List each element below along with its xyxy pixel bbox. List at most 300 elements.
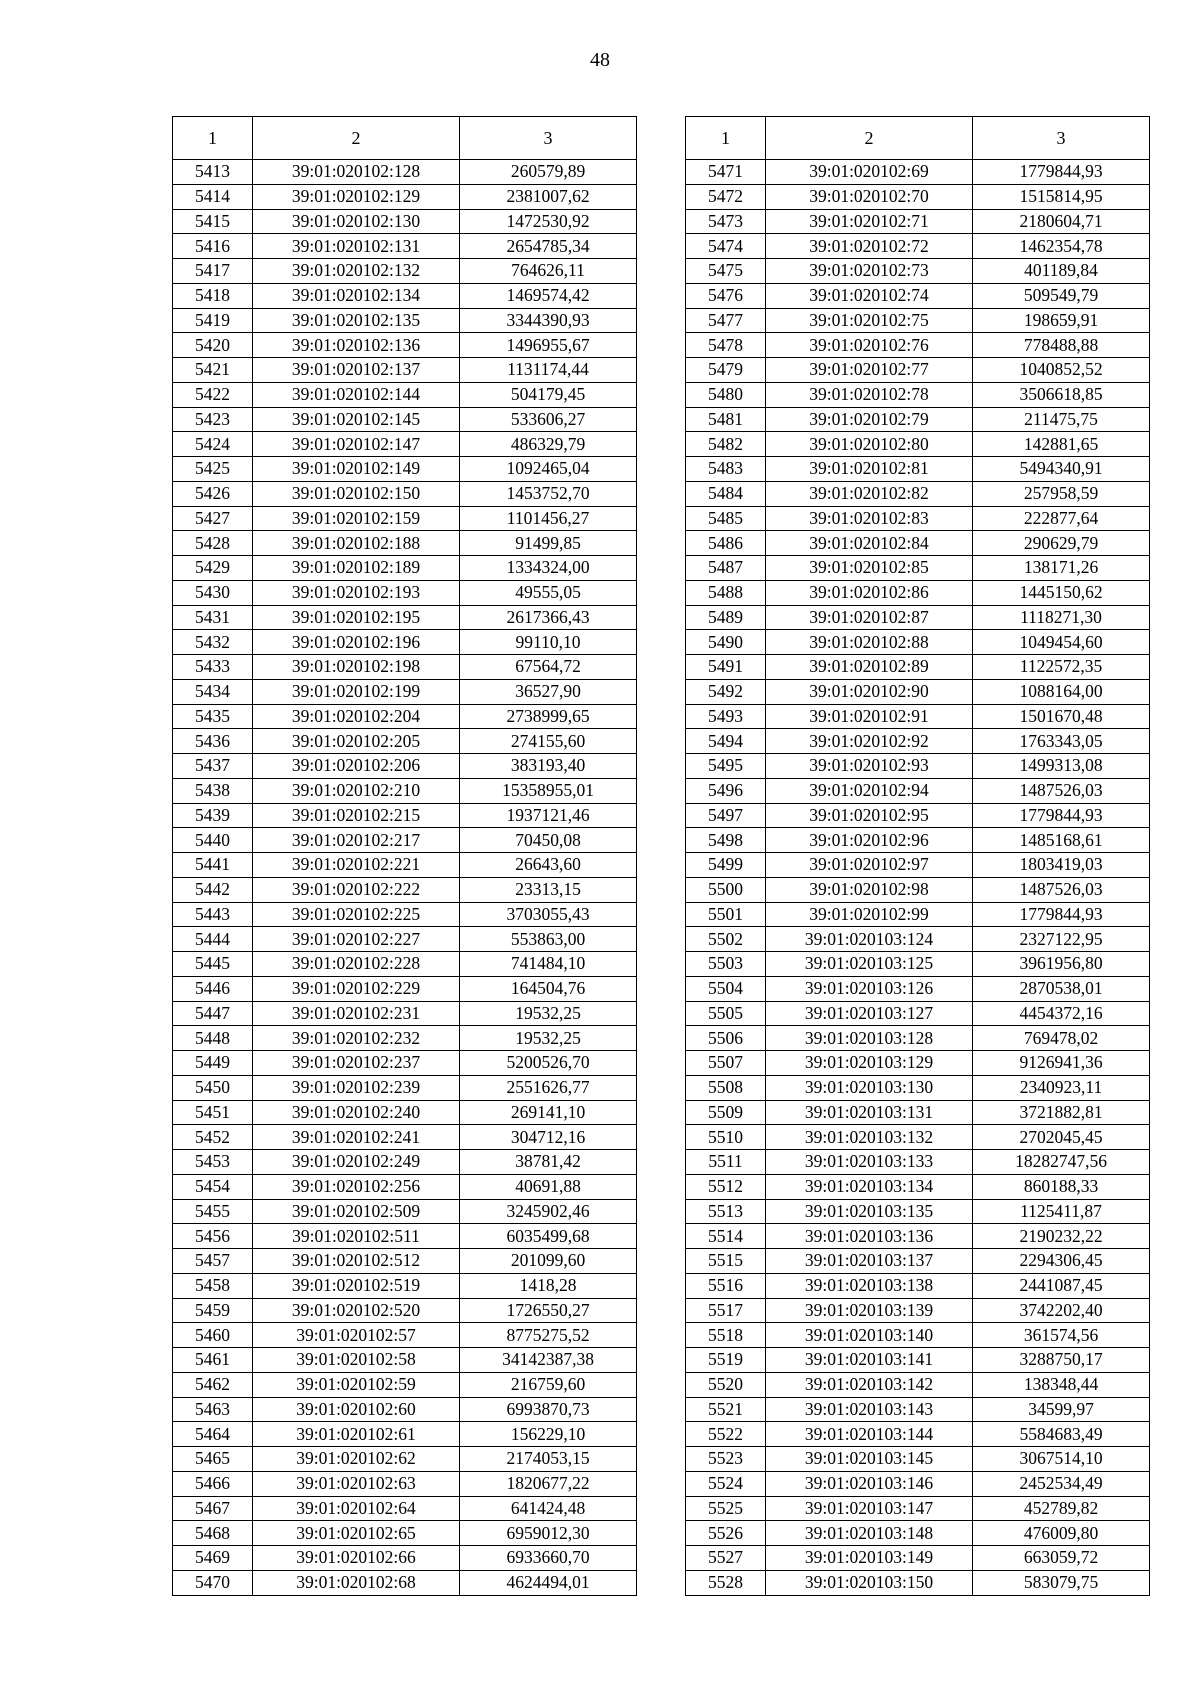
cadastral-number-cell: 39:01:020103:146 [766,1471,973,1496]
cadastral-number-cell: 39:01:020102:68 [253,1570,460,1595]
table-row [173,902,637,927]
table-row [686,1051,1150,1076]
row-number-cell: 5488 [686,580,766,605]
table-row [173,333,637,358]
row-number-cell: 5510 [686,1125,766,1150]
value-cell: 2654785,34 [460,234,637,259]
value-cell: 1499313,08 [973,754,1150,779]
row-number-cell: 5521 [686,1397,766,1422]
table-row [173,605,637,630]
table-row [173,679,637,704]
cadastral-number-cell: 39:01:020102:72 [766,234,973,259]
cadastral-number-cell: 39:01:020102:131 [253,234,460,259]
table-row [686,556,1150,581]
cadastral-number-cell: 39:01:020102:241 [253,1125,460,1150]
row-number-cell: 5432 [173,630,253,655]
value-cell: 1101456,27 [460,506,637,531]
table-row [173,704,637,729]
cadastral-number-cell: 39:01:020102:227 [253,927,460,952]
cadastral-number-cell: 39:01:020102:61 [253,1422,460,1447]
cadastral-number-cell: 39:01:020102:137 [253,358,460,383]
table-row [686,1521,1150,1546]
table-row [173,1471,637,1496]
row-number-cell: 5527 [686,1546,766,1571]
cadastral-number-cell: 39:01:020102:97 [766,853,973,878]
value-cell: 1445150,62 [973,580,1150,605]
row-number-cell: 5414 [173,184,253,209]
value-cell: 156229,10 [460,1422,637,1447]
value-cell: 49555,05 [460,580,637,605]
table-row [686,927,1150,952]
value-cell: 3742202,40 [973,1298,1150,1323]
row-number-cell: 5493 [686,704,766,729]
row-number-cell: 5504 [686,976,766,1001]
table-row [173,1249,637,1274]
row-number-cell: 5462 [173,1372,253,1397]
row-number-cell: 5475 [686,259,766,284]
row-number-cell: 5429 [173,556,253,581]
row-number-cell: 5481 [686,407,766,432]
row-number-cell: 5460 [173,1323,253,1348]
table-row [173,1447,637,1472]
cadastral-number-cell: 39:01:020103:150 [766,1570,973,1595]
value-cell: 5584683,49 [973,1422,1150,1447]
row-number-cell: 5485 [686,506,766,531]
cadastral-number-cell: 39:01:020102:79 [766,407,973,432]
row-number-cell: 5480 [686,382,766,407]
cadastral-number-cell: 39:01:020102:231 [253,1001,460,1026]
value-cell: 533606,27 [460,407,637,432]
row-number-cell: 5514 [686,1224,766,1249]
value-cell: 3344390,93 [460,308,637,333]
value-cell: 36527,90 [460,679,637,704]
value-cell: 1803419,03 [973,853,1150,878]
cadastral-number-cell: 39:01:020103:142 [766,1372,973,1397]
row-number-cell: 5528 [686,1570,766,1595]
cadastral-number-cell: 39:01:020102:91 [766,704,973,729]
value-cell: 274155,60 [460,729,637,754]
row-number-cell: 5436 [173,729,253,754]
table-row [686,754,1150,779]
cadastral-number-cell: 39:01:020102:95 [766,803,973,828]
value-cell: 91499,85 [460,531,637,556]
cadastral-number-cell: 39:01:020102:520 [253,1298,460,1323]
table-row [173,556,637,581]
cadastral-number-cell: 39:01:020102:249 [253,1150,460,1175]
table-row [686,853,1150,878]
value-cell: 1334324,00 [460,556,637,581]
row-number-cell: 5483 [686,457,766,482]
value-cell: 3721882,81 [973,1100,1150,1125]
cadastral-number-cell: 39:01:020102:99 [766,902,973,927]
table-row [173,1150,637,1175]
cadastral-number-cell: 39:01:020103:149 [766,1546,973,1571]
cadastral-number-cell: 39:01:020102:215 [253,803,460,828]
table-row [686,259,1150,284]
table-row [686,1323,1150,1348]
table-row [686,1125,1150,1150]
row-number-cell: 5476 [686,283,766,308]
row-number-cell: 5478 [686,333,766,358]
value-cell: 1472530,92 [460,209,637,234]
value-cell: 19532,25 [460,1001,637,1026]
cadastral-number-cell: 39:01:020102:59 [253,1372,460,1397]
cadastral-number-cell: 39:01:020102:199 [253,679,460,704]
table-row [686,1546,1150,1571]
value-cell: 1088164,00 [973,679,1150,704]
table-row [686,1570,1150,1595]
cadastral-number-cell: 39:01:020103:133 [766,1150,973,1175]
cadastral-number-cell: 39:01:020102:83 [766,506,973,531]
cadastral-number-cell: 39:01:020102:237 [253,1051,460,1076]
cadastral-number-cell: 39:01:020102:93 [766,754,973,779]
value-cell: 5200526,70 [460,1051,637,1076]
table-row [173,1001,637,1026]
row-number-cell: 5486 [686,531,766,556]
cadastral-number-cell: 39:01:020102:210 [253,778,460,803]
row-number-cell: 5484 [686,481,766,506]
table-row [173,1570,637,1595]
table-row [173,531,637,556]
value-cell: 2617366,43 [460,605,637,630]
row-number-cell: 5513 [686,1199,766,1224]
cadastral-number-cell: 39:01:020102:204 [253,704,460,729]
table-row [686,1075,1150,1100]
row-number-cell: 5441 [173,853,253,878]
table-row [686,160,1150,185]
column-header-1: 1 [173,117,253,160]
row-number-cell: 5449 [173,1051,253,1076]
cadastral-number-cell: 39:01:020102:84 [766,531,973,556]
cadastral-number-cell: 39:01:020103:127 [766,1001,973,1026]
value-cell: 2180604,71 [973,209,1150,234]
value-cell: 1487526,03 [973,877,1150,902]
column-header-2: 2 [253,117,460,160]
value-cell: 1485168,61 [973,828,1150,853]
row-number-cell: 5496 [686,778,766,803]
value-cell: 3703055,43 [460,902,637,927]
table-row [686,209,1150,234]
column-header-1: 1 [686,117,766,160]
row-number-cell: 5520 [686,1372,766,1397]
value-cell: 34599,97 [973,1397,1150,1422]
table-row [173,1372,637,1397]
value-cell: 99110,10 [460,630,637,655]
cadastral-number-cell: 39:01:020103:130 [766,1075,973,1100]
row-number-cell: 5472 [686,184,766,209]
table-row [686,1348,1150,1373]
value-cell: 2702045,45 [973,1125,1150,1150]
cadastral-number-cell: 39:01:020103:124 [766,927,973,952]
cadastral-number-cell: 39:01:020102:86 [766,580,973,605]
cadastral-number-cell: 39:01:020102:92 [766,729,973,754]
row-number-cell: 5502 [686,927,766,952]
table-row [686,407,1150,432]
value-cell: 778488,88 [973,333,1150,358]
cadastral-number-cell: 39:01:020102:239 [253,1075,460,1100]
cadastral-number-cell: 39:01:020102:63 [253,1471,460,1496]
table-row [686,1001,1150,1026]
table-row [686,1199,1150,1224]
row-number-cell: 5508 [686,1075,766,1100]
cadastral-number-cell: 39:01:020102:134 [253,283,460,308]
row-number-cell: 5439 [173,803,253,828]
value-cell: 741484,10 [460,952,637,977]
cadastral-number-cell: 39:01:020102:88 [766,630,973,655]
value-cell: 1122572,35 [973,655,1150,680]
value-cell: 1462354,78 [973,234,1150,259]
cadastral-number-cell: 39:01:020103:129 [766,1051,973,1076]
value-cell: 504179,45 [460,382,637,407]
row-number-cell: 5426 [173,481,253,506]
cadastral-number-cell: 39:01:020102:96 [766,828,973,853]
cadastral-number-cell: 39:01:020102:225 [253,902,460,927]
cadastral-number-cell: 39:01:020102:132 [253,259,460,284]
row-number-cell: 5516 [686,1273,766,1298]
column-header-2: 2 [766,117,973,160]
column-header-3: 3 [460,117,637,160]
row-number-cell: 5446 [173,976,253,1001]
table-row [173,1224,637,1249]
row-number-cell: 5450 [173,1075,253,1100]
row-number-cell: 5524 [686,1471,766,1496]
row-number-cell: 5526 [686,1521,766,1546]
cadastral-number-cell: 39:01:020103:148 [766,1521,973,1546]
value-cell: 2870538,01 [973,976,1150,1001]
cadastral-number-cell: 39:01:020102:196 [253,630,460,655]
table-row [686,234,1150,259]
value-cell: 1820677,22 [460,1471,637,1496]
row-number-cell: 5428 [173,531,253,556]
row-number-cell: 5418 [173,283,253,308]
value-cell: 216759,60 [460,1372,637,1397]
value-cell: 9126941,36 [973,1051,1150,1076]
row-number-cell: 5500 [686,877,766,902]
table-row [686,655,1150,680]
table-row [173,1348,637,1373]
value-cell: 222877,64 [973,506,1150,531]
cadastral-number-cell: 39:01:020102:256 [253,1174,460,1199]
row-number-cell: 5416 [173,234,253,259]
value-cell: 257958,59 [973,481,1150,506]
row-number-cell: 5489 [686,605,766,630]
row-number-cell: 5492 [686,679,766,704]
value-cell: 583079,75 [973,1570,1150,1595]
table-row [686,358,1150,383]
value-cell: 2327122,95 [973,927,1150,952]
row-number-cell: 5425 [173,457,253,482]
table-row [173,407,637,432]
cadastral-number-cell: 39:01:020103:138 [766,1273,973,1298]
value-cell: 23313,15 [460,877,637,902]
cadastral-number-cell: 39:01:020102:82 [766,481,973,506]
row-number-cell: 5471 [686,160,766,185]
value-cell: 1763343,05 [973,729,1150,754]
table-row [173,778,637,803]
table-row [173,1521,637,1546]
row-number-cell: 5445 [173,952,253,977]
table-row [686,778,1150,803]
cadastral-number-cell: 39:01:020102:519 [253,1273,460,1298]
value-cell: 1496955,67 [460,333,637,358]
row-number-cell: 5415 [173,209,253,234]
table-row [686,1422,1150,1447]
row-number-cell: 5515 [686,1249,766,1274]
value-cell: 1487526,03 [973,778,1150,803]
row-number-cell: 5455 [173,1199,253,1224]
table-row [173,1051,637,1076]
cadastral-number-cell: 39:01:020102:74 [766,283,973,308]
cadastral-number-cell: 39:01:020102:206 [253,754,460,779]
value-cell: 3067514,10 [973,1447,1150,1472]
row-number-cell: 5490 [686,630,766,655]
cadastral-number-cell: 39:01:020102:221 [253,853,460,878]
value-cell: 860188,33 [973,1174,1150,1199]
table-row [173,1125,637,1150]
cadastral-number-cell: 39:01:020102:64 [253,1496,460,1521]
table-row [173,1397,637,1422]
table-row [686,1249,1150,1274]
cadastral-number-cell: 39:01:020102:62 [253,1447,460,1472]
row-number-cell: 5447 [173,1001,253,1026]
row-number-cell: 5417 [173,259,253,284]
value-cell: 67564,72 [460,655,637,680]
value-cell: 2190232,22 [973,1224,1150,1249]
cadastral-number-cell: 39:01:020103:128 [766,1026,973,1051]
cadastral-number-cell: 39:01:020102:78 [766,382,973,407]
table-row [686,506,1150,531]
row-number-cell: 5465 [173,1447,253,1472]
table-row [686,1298,1150,1323]
table-row [173,1546,637,1571]
table-row [173,828,637,853]
row-number-cell: 5420 [173,333,253,358]
table-row [686,580,1150,605]
value-cell: 509549,79 [973,283,1150,308]
value-cell: 1125411,87 [973,1199,1150,1224]
table-row [173,283,637,308]
table-row [173,382,637,407]
cadastral-number-cell: 39:01:020103:132 [766,1125,973,1150]
row-number-cell: 5456 [173,1224,253,1249]
cadastral-number-cell: 39:01:020103:141 [766,1348,973,1373]
value-cell: 663059,72 [973,1546,1150,1571]
value-cell: 764626,11 [460,259,637,284]
row-number-cell: 5482 [686,432,766,457]
row-number-cell: 5501 [686,902,766,927]
value-cell: 8775275,52 [460,1323,637,1348]
table-row [173,160,637,185]
table-row [686,1496,1150,1521]
table-row [686,333,1150,358]
cadastral-number-cell: 39:01:020102:229 [253,976,460,1001]
row-number-cell: 5451 [173,1100,253,1125]
value-cell: 641424,48 [460,1496,637,1521]
table-row [686,1026,1150,1051]
value-cell: 1092465,04 [460,457,637,482]
table-row [686,902,1150,927]
cadastral-number-cell: 39:01:020102:195 [253,605,460,630]
value-cell: 1937121,46 [460,803,637,828]
row-number-cell: 5498 [686,828,766,853]
table-row [686,1150,1150,1175]
table-row [686,382,1150,407]
cadastral-number-cell: 39:01:020102:98 [766,877,973,902]
data-table-left [172,116,637,1596]
cadastral-number-cell: 39:01:020103:143 [766,1397,973,1422]
page-number: 48 [590,49,610,71]
value-cell: 1779844,93 [973,803,1150,828]
row-number-cell: 5491 [686,655,766,680]
table-row [173,457,637,482]
row-number-cell: 5431 [173,605,253,630]
row-number-cell: 5453 [173,1150,253,1175]
cadastral-number-cell: 39:01:020103:140 [766,1323,973,1348]
value-cell: 26643,60 [460,853,637,878]
row-number-cell: 5437 [173,754,253,779]
value-cell: 34142387,38 [460,1348,637,1373]
cadastral-number-cell: 39:01:020102:144 [253,382,460,407]
table-row [173,308,637,333]
value-cell: 1118271,30 [973,605,1150,630]
table-row [173,853,637,878]
cadastral-number-cell: 39:01:020102:89 [766,655,973,680]
value-cell: 2441087,45 [973,1273,1150,1298]
value-cell: 2551626,77 [460,1075,637,1100]
value-cell: 2381007,62 [460,184,637,209]
value-cell: 553863,00 [460,927,637,952]
cadastral-number-cell: 39:01:020102:232 [253,1026,460,1051]
row-number-cell: 5518 [686,1323,766,1348]
value-cell: 4624494,01 [460,1570,637,1595]
cadastral-number-cell: 39:01:020102:188 [253,531,460,556]
cadastral-number-cell: 39:01:020102:87 [766,605,973,630]
cadastral-number-cell: 39:01:020102:217 [253,828,460,853]
table-row [686,1471,1150,1496]
value-cell: 769478,02 [973,1026,1150,1051]
cadastral-number-cell: 39:01:020103:134 [766,1174,973,1199]
value-cell: 3506618,85 [973,382,1150,407]
value-cell: 1040852,52 [973,358,1150,383]
cadastral-number-cell: 39:01:020102:129 [253,184,460,209]
value-cell: 201099,60 [460,1249,637,1274]
cadastral-number-cell: 39:01:020103:126 [766,976,973,1001]
cadastral-number-cell: 39:01:020102:193 [253,580,460,605]
table-row [686,1447,1150,1472]
table-row [173,580,637,605]
cadastral-number-cell: 39:01:020103:139 [766,1298,973,1323]
table-row [686,877,1150,902]
value-cell: 164504,76 [460,976,637,1001]
cadastral-number-cell: 39:01:020102:228 [253,952,460,977]
row-number-cell: 5466 [173,1471,253,1496]
value-cell: 1779844,93 [973,160,1150,185]
cadastral-number-cell: 39:01:020103:135 [766,1199,973,1224]
row-number-cell: 5457 [173,1249,253,1274]
row-number-cell: 5421 [173,358,253,383]
value-cell: 260579,89 [460,160,637,185]
value-cell: 476009,80 [973,1521,1150,1546]
row-number-cell: 5444 [173,927,253,952]
table-row [173,1026,637,1051]
row-number-cell: 5487 [686,556,766,581]
cadastral-number-cell: 39:01:020102:147 [253,432,460,457]
row-number-cell: 5424 [173,432,253,457]
table-row [173,655,637,680]
value-cell: 40691,88 [460,1174,637,1199]
table-row [173,184,637,209]
cadastral-number-cell: 39:01:020103:136 [766,1224,973,1249]
